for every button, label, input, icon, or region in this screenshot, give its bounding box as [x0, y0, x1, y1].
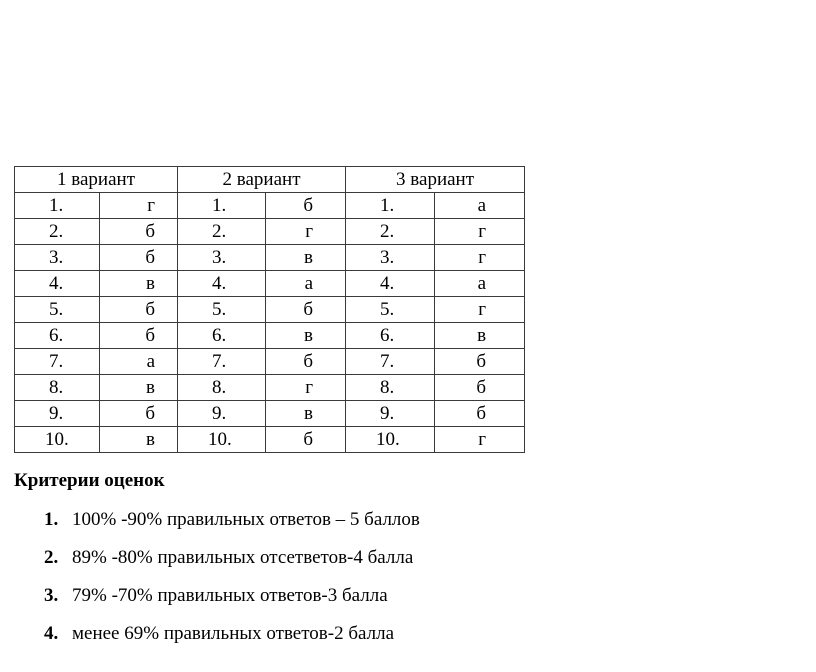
criteria-item-text: 100% -90% правильных ответов – 5 баллов: [72, 509, 420, 530]
variant-1-answer: в: [100, 271, 178, 297]
variant-2-answer: в: [266, 245, 346, 271]
table-row: [15, 375, 525, 401]
variant-1-answer: б: [100, 401, 178, 427]
variant-3-question-number: 1.: [346, 193, 435, 219]
variant-2-question-number: 9.: [178, 401, 266, 427]
variant-3-answer: б: [435, 375, 525, 401]
variant-3-answer: г: [435, 427, 525, 453]
variant-1-question-number: 8.: [15, 375, 100, 401]
criteria-title: Критерии оценок: [14, 470, 165, 491]
variant-2-question-number: 6.: [178, 323, 266, 349]
variant-1-answer: г: [100, 193, 178, 219]
table-row: [15, 219, 525, 245]
variant-1-answer: в: [100, 375, 178, 401]
variant-3-question-number: 6.: [346, 323, 435, 349]
table-row: [15, 297, 525, 323]
variant-1-question-number: 6.: [15, 323, 100, 349]
variant-3-answer: б: [435, 401, 525, 427]
variant-2-answer: б: [266, 427, 346, 453]
table-row: [15, 401, 525, 427]
table-row: [15, 349, 525, 375]
table-row: [15, 271, 525, 297]
answers-table: [14, 166, 525, 453]
variant-1-answer: в: [100, 427, 178, 453]
variant-1-question-number: 10.: [15, 427, 100, 453]
variant-1-answer: б: [100, 245, 178, 271]
variant-3-answer: а: [435, 271, 525, 297]
variant-3-question-number: 5.: [346, 297, 435, 323]
criteria-item: [44, 544, 420, 582]
variant-2-answer: в: [266, 323, 346, 349]
criteria-item-index: 4.: [44, 623, 59, 644]
variant-2-question-number: 7.: [178, 349, 266, 375]
variant-3-question-number: 8.: [346, 375, 435, 401]
variant-3-question-number: 3.: [346, 245, 435, 271]
variant-1-question-number: 5.: [15, 297, 100, 323]
criteria-item-index: 1.: [44, 509, 59, 530]
variant-3-question-number: 2.: [346, 219, 435, 245]
table-header-row: [15, 167, 525, 193]
variant-2-answer: б: [266, 193, 346, 219]
variant-1-answer: а: [100, 349, 178, 375]
criteria-item: [44, 620, 420, 658]
variant-2-question-number: 5.: [178, 297, 266, 323]
criteria-list: [44, 506, 420, 658]
variant-3-header: 3 вариант: [346, 167, 525, 193]
variant-3-question-number: 4.: [346, 271, 435, 297]
variant-2-question-number: 2.: [178, 219, 266, 245]
variant-3-question-number: 7.: [346, 349, 435, 375]
variant-2-answer: а: [266, 271, 346, 297]
variant-1-question-number: 4.: [15, 271, 100, 297]
criteria-item-index: 2.: [44, 547, 59, 568]
table-row: [15, 323, 525, 349]
variant-2-answer: б: [266, 349, 346, 375]
variant-3-answer: а: [435, 193, 525, 219]
criteria-item-text: 89% -80% правильных отсетветов-4 балла: [72, 547, 414, 568]
variant-3-question-number: 9.: [346, 401, 435, 427]
variant-1-question-number: 1.: [15, 193, 100, 219]
variant-3-answer: г: [435, 297, 525, 323]
criteria-item-text: 79% -70% правильных ответов-3 балла: [72, 585, 388, 606]
variant-1-question-number: 7.: [15, 349, 100, 375]
variant-2-question-number: 10.: [178, 427, 266, 453]
variant-2-question-number: 3.: [178, 245, 266, 271]
variant-3-question-number: 10.: [346, 427, 435, 453]
variant-2-question-number: 1.: [178, 193, 266, 219]
criteria-item: [44, 506, 420, 544]
variant-1-answer: б: [100, 297, 178, 323]
variant-3-answer: б: [435, 349, 525, 375]
criteria-item-text: менее 69% правильных ответов-2 балла: [72, 623, 394, 644]
variant-1-header: 1 вариант: [15, 167, 178, 193]
answers-table-body: [15, 167, 525, 453]
variant-2-header: 2 вариант: [178, 167, 346, 193]
variant-1-answer: б: [100, 219, 178, 245]
criteria-item-index: 3.: [44, 585, 59, 606]
variant-2-answer: г: [266, 375, 346, 401]
variant-3-answer: г: [435, 219, 525, 245]
variant-2-answer: б: [266, 297, 346, 323]
variant-2-question-number: 8.: [178, 375, 266, 401]
variant-2-answer: в: [266, 401, 346, 427]
variant-1-question-number: 3.: [15, 245, 100, 271]
table-row: [15, 427, 525, 453]
criteria-item: [44, 582, 420, 620]
variant-2-question-number: 4.: [178, 271, 266, 297]
table-row: [15, 193, 525, 219]
variant-3-answer: в: [435, 323, 525, 349]
variant-3-answer: г: [435, 245, 525, 271]
variant-2-answer: г: [266, 219, 346, 245]
variant-1-answer: б: [100, 323, 178, 349]
variant-1-question-number: 9.: [15, 401, 100, 427]
variant-1-question-number: 2.: [15, 219, 100, 245]
table-row: [15, 245, 525, 271]
